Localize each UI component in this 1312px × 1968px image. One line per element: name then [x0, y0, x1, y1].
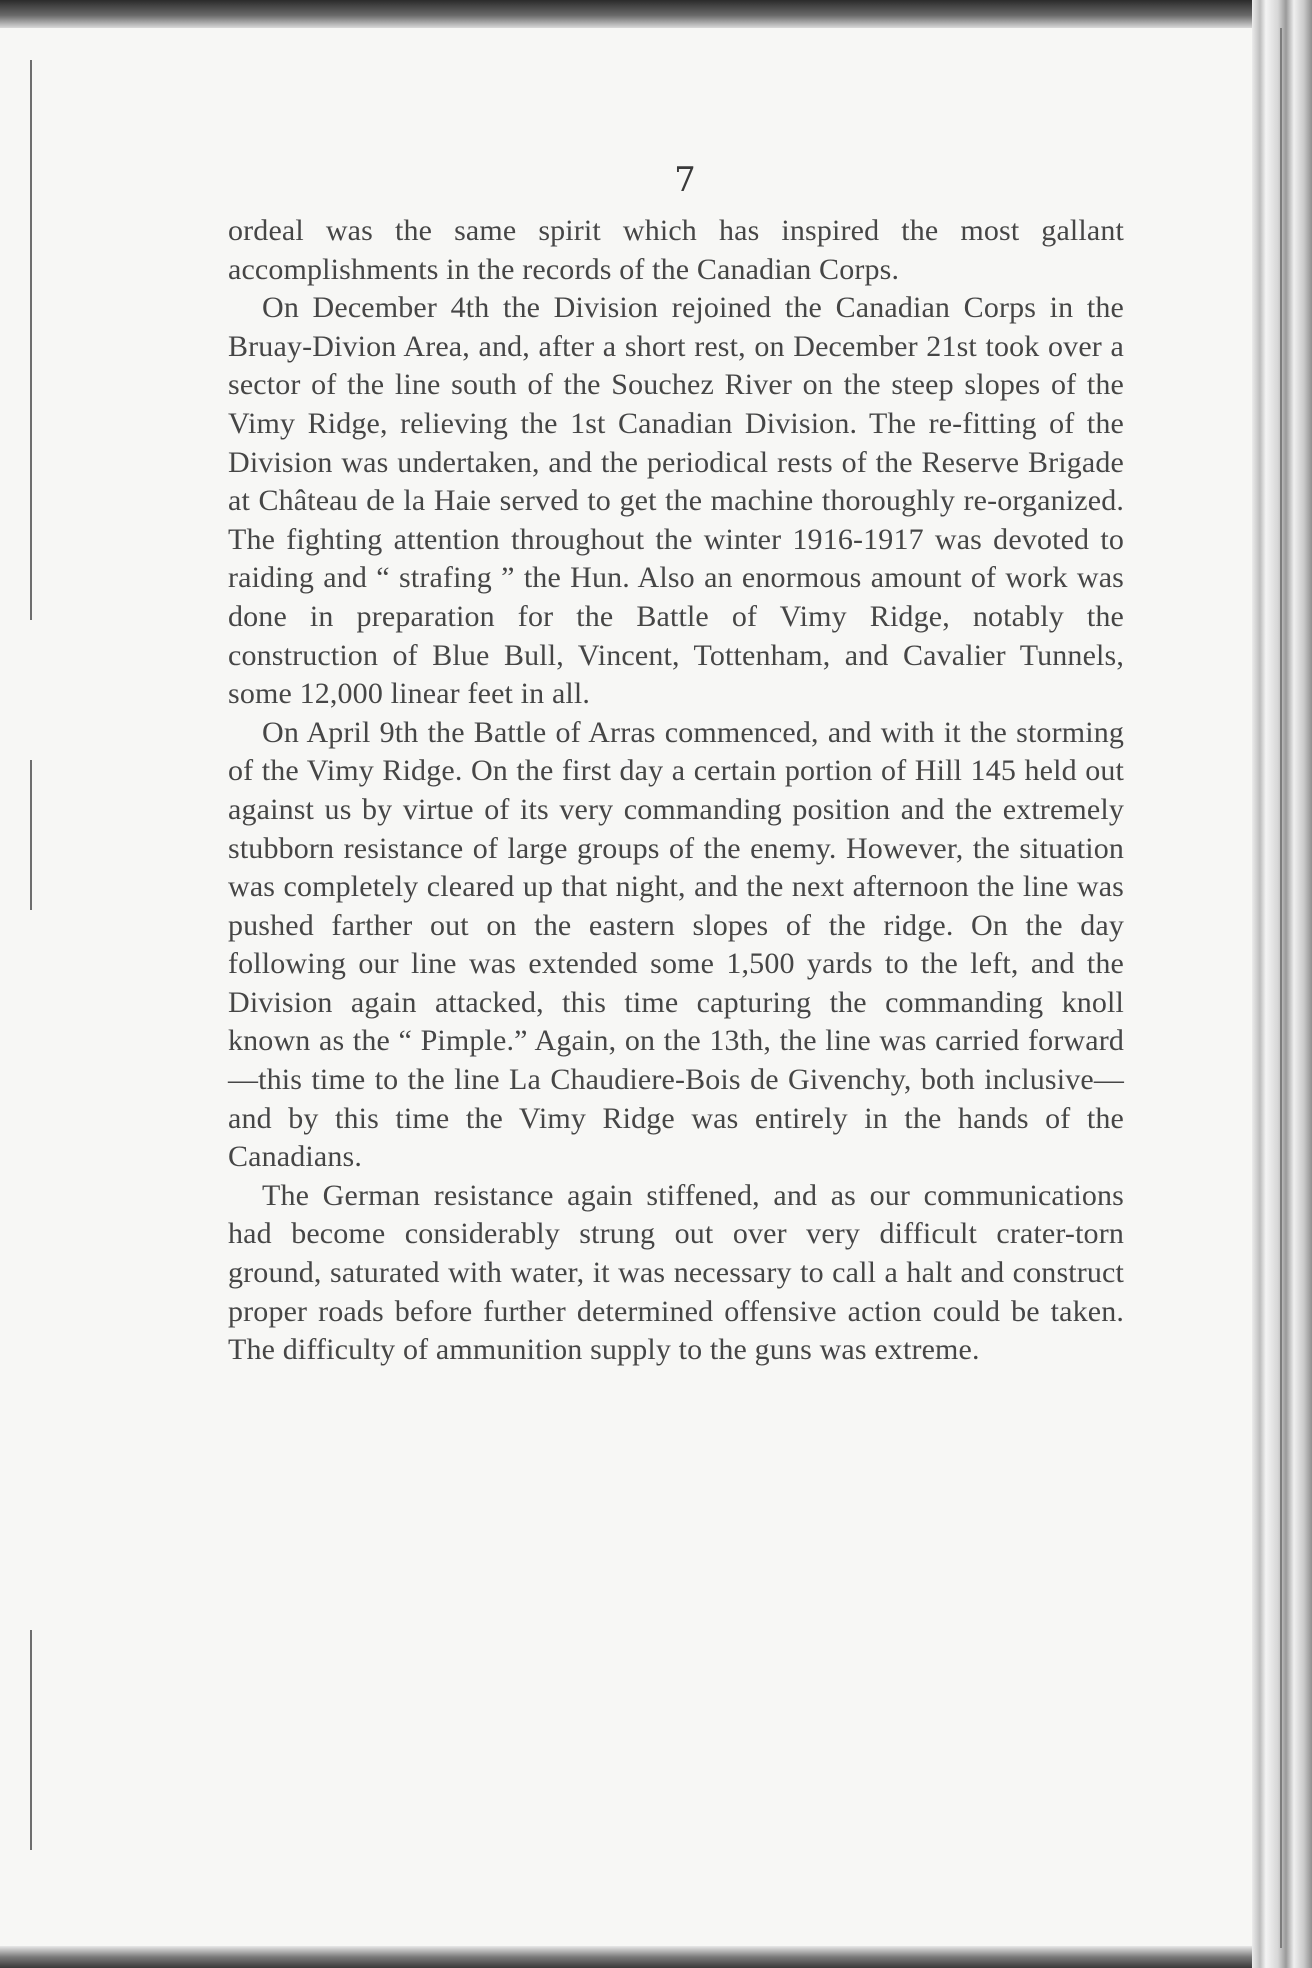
gutter-rule-top: [30, 60, 32, 620]
paragraph-german-resistance: The German resistance again stiffened, and as our communications had become considerably strung out over very difficult crater-torn ground, saturated with water, it was necessary to call a halt and construct proper roads before further determined offensive action could be taken. The difficulty of ammunition supply to the guns was extreme.: [228, 1178, 1124, 1367]
paragraph-december: On December 4th the Division rejoined the Canadian Corps in the Bruay-Divion Area, and, after a short rest, on December 21st took over a sector of the line south of the Souchez River on the steep slopes of the Vimy Ridge, relieving the 1st Canadian Division. The re-fitting of the Division was undertaken, and the periodical rests of the Reserve Brigade at Château de la Haie served to get the machine thoroughly re-organized. The fighting attention throughout the winter 1916-1917 was devoted to raiding and “ strafing ” the Hun. Also an enormous amount of work was done in preparation for the Battle of Vimy Ridge, notably the construction of Blue Bull, Vincent, Tottenham, and Cavalier Tunnels, some 12,000 linear feet in all.: [228, 291, 1124, 711]
scan-top-edge: [0, 0, 1312, 28]
book-binding-edge: [1252, 0, 1312, 1968]
paragraph-april: On April 9th the Battle of Arras commenced, and with it the storming of the Vimy Ridge. On the first day a certain portion of Hill 145 held out against us by virtue of its very commanding position and the extremely stubborn resistance of large groups of the enemy. However, the situation was completely cleared up that night, and the next afternoon the line was pushed farther out on the eastern slopes of the ridge. On the day following our line was extended some 1,500 yards to the left, and the Division again attacked, this time capturing the commanding knoll known as the “ Pimple.” Again, on the 13th, the line was carried forward—this time to the line La Chaudiere-Bois de Givenchy, both inclusive—and by this time the Vimy Ridge was entirely in the hands of the Canadians.: [228, 715, 1124, 1174]
binding-rule: [1280, 28, 1282, 1948]
paragraph-continued: ordeal was the same spirit which has inspired the most gallant accomplishments in the records of the Canadian Corps.: [228, 214, 1124, 286]
scan-bottom-edge: [0, 1946, 1312, 1968]
page-number: 7: [674, 160, 696, 200]
body-text: [228, 212, 1124, 1370]
gutter-rule-bottom: [30, 1630, 32, 1850]
page-content: [228, 160, 1124, 1370]
gutter-rule-middle: [30, 760, 32, 910]
